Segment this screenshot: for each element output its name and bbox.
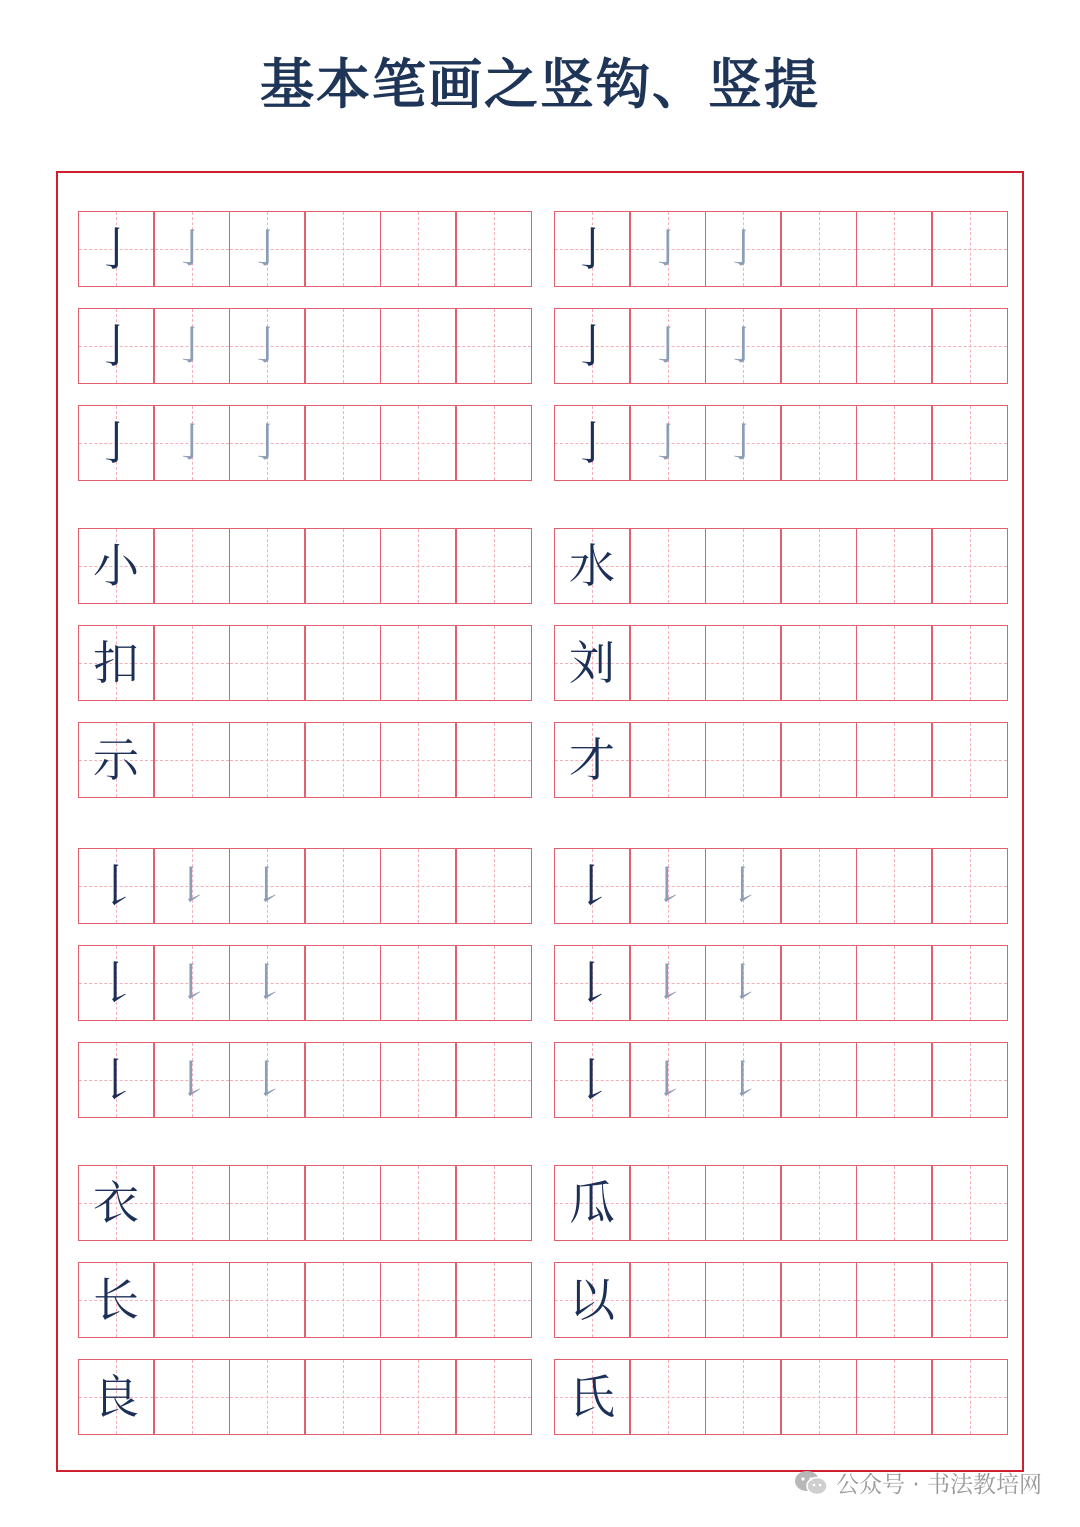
model-character: 亅 [569,416,615,470]
practice-cell[interactable] [781,945,857,1021]
practice-cell[interactable] [630,1262,706,1338]
practice-cell[interactable] [856,625,932,701]
practice-cell[interactable] [229,848,305,924]
practice-cell[interactable] [856,1359,932,1435]
practice-row [554,625,1008,701]
practice-cell[interactable] [229,1359,305,1435]
practice-row [554,722,1008,798]
practice-cell[interactable] [630,308,706,384]
practice-cell[interactable] [229,1042,305,1118]
model-character: 𠄌 [569,956,615,1010]
practice-cell[interactable] [781,722,857,798]
trace-character: 亅 [723,420,763,466]
practice-cell[interactable] [305,1262,381,1338]
practice-cell[interactable] [154,1042,230,1118]
trace-character: 亅 [171,323,212,369]
practice-row [554,945,1008,1021]
practice-cell[interactable] [229,625,305,701]
practice-cell[interactable] [781,1042,857,1118]
trace-character: 𠄌 [723,1057,763,1103]
practice-cell[interactable] [554,1262,630,1338]
practice-cell[interactable] [154,1359,230,1435]
practice-cell[interactable] [154,211,230,287]
practice-cell[interactable] [932,1359,1008,1435]
practice-cell[interactable] [154,308,230,384]
practice-cell[interactable] [78,722,154,798]
practice-cell[interactable] [380,625,456,701]
practice-row [554,308,1008,384]
practice-cell[interactable] [705,945,781,1021]
model-character: 亅 [93,319,139,373]
practice-cell[interactable] [554,1359,630,1435]
wechat-icon [794,1469,828,1497]
practice-row [78,1262,532,1338]
trace-character: 𠄌 [247,1057,287,1103]
trace-character: 亅 [171,226,212,272]
practice-cell[interactable] [78,848,154,924]
footer-text: 公众号 · 书法教培网 [836,1472,1042,1498]
practice-cell[interactable] [781,308,857,384]
practice-cell[interactable] [305,848,381,924]
practice-row [78,308,532,384]
practice-cell[interactable] [154,528,230,604]
practice-row [78,625,532,701]
page-title: 基本笔画之竖钩、竖提 [260,52,820,116]
trace-character: 亅 [647,420,688,466]
practice-row [78,211,532,287]
practice-cell[interactable] [856,308,932,384]
practice-cell[interactable] [305,722,381,798]
practice-row [78,945,532,1021]
trace-character: 𠄌 [247,863,287,909]
practice-cell[interactable] [229,211,305,287]
practice-row [554,1042,1008,1118]
practice-row [78,722,532,798]
practice-row [554,211,1008,287]
practice-cell[interactable] [932,848,1008,924]
model-character: 𠄌 [569,1053,615,1107]
practice-cell[interactable] [781,1359,857,1435]
practice-cell[interactable] [78,528,154,604]
model-character: 才 [569,733,615,787]
trace-character: 亅 [247,323,287,369]
practice-row [78,405,532,481]
practice-cell[interactable] [554,1042,630,1118]
practice-cell[interactable] [456,528,532,604]
practice-cell[interactable] [932,528,1008,604]
practice-cell[interactable] [78,1359,154,1435]
practice-cell[interactable] [456,722,532,798]
practice-cell[interactable] [554,308,630,384]
practice-cell[interactable] [856,1042,932,1118]
practice-cell[interactable] [781,1165,857,1241]
practice-cell[interactable] [78,945,154,1021]
trace-character: 亅 [247,420,287,466]
model-character: 𠄌 [93,1053,139,1107]
practice-cell[interactable] [305,945,381,1021]
trace-character: 亅 [723,323,763,369]
model-character: 刘 [569,636,615,690]
practice-cell[interactable] [630,1042,706,1118]
practice-cell[interactable] [305,528,381,604]
practice-cell[interactable] [154,625,230,701]
trace-character: 𠄌 [247,960,287,1006]
practice-cell[interactable] [380,1042,456,1118]
practice-cell[interactable] [554,625,630,701]
trace-character: 𠄌 [171,1057,212,1103]
trace-character: 亅 [171,420,212,466]
practice-cell[interactable] [630,945,706,1021]
practice-cell[interactable] [932,211,1008,287]
practice-cell[interactable] [781,625,857,701]
practice-cell[interactable] [380,405,456,481]
model-character: 长 [93,1273,139,1327]
trace-character: 亅 [247,226,287,272]
practice-cell[interactable] [630,1165,706,1241]
practice-cell[interactable] [229,722,305,798]
practice-cell[interactable] [932,722,1008,798]
practice-cell[interactable] [932,1262,1008,1338]
practice-cell[interactable] [154,945,230,1021]
practice-cell[interactable] [456,625,532,701]
practice-row [554,1359,1008,1435]
practice-cell[interactable] [229,405,305,481]
practice-cell[interactable] [554,528,630,604]
trace-character: 亅 [647,226,688,272]
trace-character: 𠄌 [171,960,212,1006]
practice-cell[interactable] [554,405,630,481]
practice-cell[interactable] [78,1262,154,1338]
practice-cell[interactable] [705,722,781,798]
trace-character: 𠄌 [723,863,763,909]
practice-cell[interactable] [705,1165,781,1241]
practice-cell[interactable] [78,405,154,481]
practice-cell[interactable] [456,1165,532,1241]
practice-cell[interactable] [781,528,857,604]
practice-cell[interactable] [630,1359,706,1435]
practice-cell[interactable] [154,1262,230,1338]
practice-cell[interactable] [781,848,857,924]
trace-character: 𠄌 [723,960,763,1006]
practice-cell[interactable] [229,945,305,1021]
practice-cell[interactable] [78,1042,154,1118]
practice-cell[interactable] [154,848,230,924]
practice-cell[interactable] [456,1042,532,1118]
practice-cell[interactable] [705,1042,781,1118]
practice-cell[interactable] [554,1165,630,1241]
practice-cell[interactable] [932,1042,1008,1118]
model-character: 小 [93,539,139,593]
practice-cell[interactable] [456,211,532,287]
model-character: 示 [93,733,139,787]
practice-cell[interactable] [705,848,781,924]
practice-cell[interactable] [380,211,456,287]
practice-cell[interactable] [78,308,154,384]
practice-cell[interactable] [932,1165,1008,1241]
practice-cell[interactable] [705,625,781,701]
practice-cell[interactable] [932,308,1008,384]
practice-cell[interactable] [932,945,1008,1021]
practice-cell[interactable] [380,945,456,1021]
model-character: 以 [569,1273,615,1327]
practice-cell[interactable] [229,528,305,604]
model-character: 𠄌 [93,956,139,1010]
trace-character: 亅 [647,323,688,369]
practice-row [554,1262,1008,1338]
practice-cell[interactable] [630,625,706,701]
practice-cell[interactable] [78,625,154,701]
model-character: 亅 [93,416,139,470]
practice-cell[interactable] [554,848,630,924]
practice-cell[interactable] [305,211,381,287]
practice-cell[interactable] [781,1262,857,1338]
footer-watermark [794,1466,1042,1499]
practice-cell[interactable] [380,1359,456,1435]
practice-cell[interactable] [630,405,706,481]
practice-cell[interactable] [229,308,305,384]
practice-row [78,1042,532,1118]
practice-row [78,528,532,604]
practice-cell[interactable] [781,211,857,287]
practice-row [554,848,1008,924]
model-character: 扣 [93,636,139,690]
practice-cell[interactable] [456,1262,532,1338]
trace-character: 𠄌 [647,960,688,1006]
model-character: 水 [569,539,615,593]
practice-cell[interactable] [856,848,932,924]
practice-cell[interactable] [856,528,932,604]
practice-cell[interactable] [705,211,781,287]
practice-cell[interactable] [705,308,781,384]
practice-cell[interactable] [705,405,781,481]
model-character: 亅 [569,222,615,276]
model-character: 瓜 [569,1176,615,1230]
practice-cell[interactable] [380,1262,456,1338]
model-character: 氏 [569,1370,615,1424]
practice-cell[interactable] [229,1165,305,1241]
practice-cell[interactable] [705,1359,781,1435]
practice-cell[interactable] [856,1262,932,1338]
model-character: 衣 [93,1176,139,1230]
practice-cell[interactable] [630,722,706,798]
model-character: 𠄌 [569,859,615,913]
model-character: 良 [93,1370,139,1424]
practice-cell[interactable] [456,945,532,1021]
practice-cell[interactable] [856,722,932,798]
practice-cell[interactable] [856,211,932,287]
practice-cell[interactable] [78,211,154,287]
practice-cell[interactable] [154,1165,230,1241]
trace-character: 亅 [723,226,763,272]
trace-character: 𠄌 [647,1057,688,1103]
practice-cell[interactable] [456,405,532,481]
practice-cell[interactable] [305,308,381,384]
practice-cell[interactable] [229,1262,305,1338]
practice-cell[interactable] [856,405,932,481]
practice-cell[interactable] [380,528,456,604]
practice-cell[interactable] [456,308,532,384]
practice-cell[interactable] [630,528,706,604]
practice-cell[interactable] [781,405,857,481]
practice-cell[interactable] [554,945,630,1021]
practice-cell[interactable] [630,211,706,287]
practice-cell[interactable] [630,848,706,924]
practice-cell[interactable] [305,1359,381,1435]
practice-cell[interactable] [154,722,230,798]
practice-row [78,1165,532,1241]
practice-cell[interactable] [856,945,932,1021]
practice-row [554,528,1008,604]
practice-row [554,405,1008,481]
practice-cell[interactable] [380,1165,456,1241]
trace-character: 𠄌 [647,863,688,909]
practice-cell[interactable] [932,625,1008,701]
practice-cell[interactable] [856,1165,932,1241]
practice-row [78,848,532,924]
practice-cell[interactable] [305,625,381,701]
practice-cell[interactable] [154,405,230,481]
practice-cell[interactable] [932,405,1008,481]
model-character: 𠄌 [93,859,139,913]
practice-cell[interactable] [705,1262,781,1338]
practice-row [554,1165,1008,1241]
practice-cell[interactable] [705,528,781,604]
practice-cell[interactable] [305,405,381,481]
practice-cell[interactable] [456,848,532,924]
trace-character: 𠄌 [171,863,212,909]
model-character: 亅 [569,319,615,373]
practice-cell[interactable] [78,1165,154,1241]
model-character: 亅 [93,222,139,276]
practice-cell[interactable] [380,722,456,798]
practice-cell[interactable] [554,722,630,798]
practice-cell[interactable] [305,1042,381,1118]
practice-cell[interactable] [380,848,456,924]
practice-row [78,1359,532,1435]
practice-cell[interactable] [305,1165,381,1241]
practice-cell[interactable] [380,308,456,384]
practice-cell[interactable] [456,1359,532,1435]
practice-cell[interactable] [554,211,630,287]
